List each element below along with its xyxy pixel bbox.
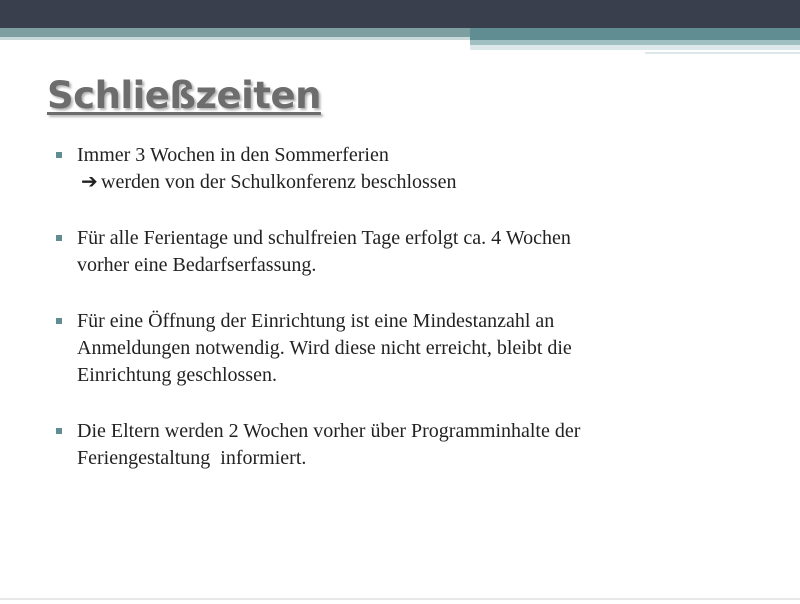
bullet-line: Anmeldungen notwendig. Wird diese nicht erreicht, bleibt die <box>77 337 572 359</box>
bottom-divider <box>0 598 800 600</box>
bullet-text: Immer 3 Wochen in den Sommerferien <box>77 144 389 166</box>
bullet-item <box>56 418 756 472</box>
bullet-line: vorher eine Bedarfserfassung. <box>77 254 317 276</box>
square-bullet-icon <box>56 318 62 324</box>
bullet-item <box>56 225 756 279</box>
header-band-teal-left <box>0 28 470 37</box>
bullet-subline <box>77 169 756 196</box>
bullet-line: Für eine Öffnung der Einrichtung ist eine Mindestanzahl an <box>77 310 555 332</box>
bullet-subline-text: werden von der Schulkonferenz beschlossen <box>101 171 457 193</box>
square-bullet-icon <box>56 235 62 241</box>
bullet-item <box>56 308 756 389</box>
bullet-line: Feriengestaltung informiert. <box>77 447 307 469</box>
header-band-teal-right <box>470 28 800 40</box>
bullet-item <box>56 142 756 196</box>
header-band-pale <box>470 45 800 50</box>
bullet-list <box>56 142 756 472</box>
header-band-light-left <box>0 37 470 40</box>
square-bullet-icon <box>56 152 62 158</box>
header-band-dark <box>0 0 800 28</box>
header-band-line <box>645 52 800 54</box>
bullet-line: Für alle Ferientage und schulfreien Tage erfolgt ca. 4 Wochen <box>77 227 571 249</box>
square-bullet-icon <box>56 428 62 434</box>
arrow-right-icon: ➔ <box>81 171 98 193</box>
slide-title: Schließzeiten <box>47 74 321 117</box>
bullet-line: Einrichtung geschlossen. <box>77 364 277 386</box>
bullet-line: Die Eltern werden 2 Wochen vorher über Programminhalte der <box>77 420 581 442</box>
